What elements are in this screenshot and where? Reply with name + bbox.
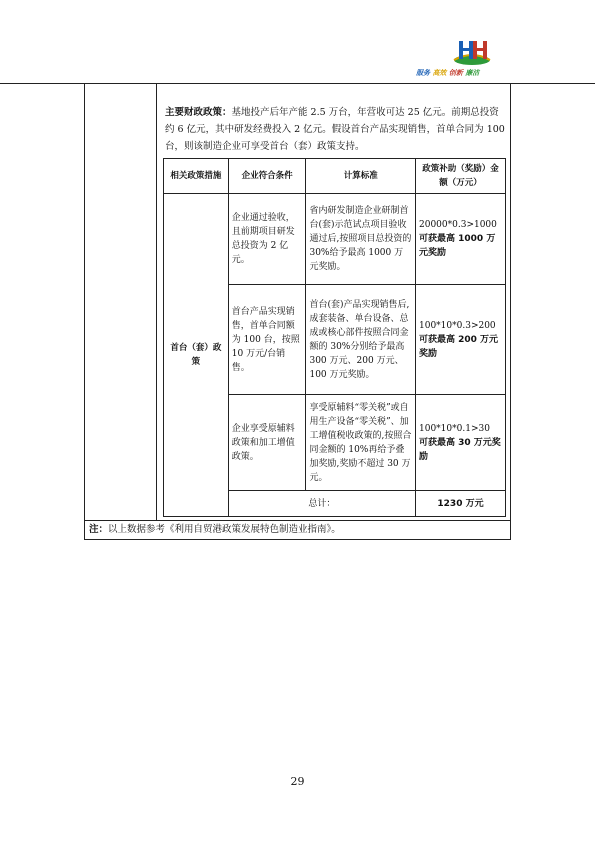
standard-cell: 首台(套)产品实现销售后,成套装备、单台设备、总成或核心部件按照合同金额的 30%分别给予最高 300 万元、200 万元、100 万元奖励。 (306, 285, 416, 395)
award-text: 可获最高 1000 万元奖励 (419, 234, 496, 258)
amount-cell (416, 285, 506, 395)
calc-text: 100*10*0.1>30 (419, 423, 490, 434)
header-measure: 相关政策措施 (164, 159, 229, 194)
policy-paragraph (165, 104, 505, 155)
logo-mark-icon (452, 38, 492, 68)
total-label: 总计： (228, 491, 415, 517)
header-standard: 计算标准 (306, 159, 416, 194)
frame-column-divider (156, 84, 157, 521)
amount-cell (416, 194, 506, 285)
header-condition: 企业符合条件 (228, 159, 306, 194)
award-text: 可获最高 200 万元奖励 (419, 334, 499, 359)
policy-heading: 主要财政政策： (165, 107, 232, 118)
table-header-row (164, 159, 506, 194)
total-value: 1230 万元 (416, 491, 506, 517)
table-row (164, 194, 506, 285)
measure-cell: 首台（套）政策 (164, 194, 229, 517)
header-amount: 政策补助（奖励）金额（万元） (416, 159, 506, 194)
condition-cell: 首台产品实现销售，首单合同额为 100 台，按照 10 万元/台销售。 (228, 285, 306, 395)
amount-cell (416, 395, 506, 491)
note-label: 注： (89, 524, 109, 535)
standard-cell: 省内研发制造企业研制首台(套)示范试点项目验收通过后,按照项目总投资的 30%给予最高 1000 万元奖励。 (306, 194, 416, 285)
standard-cell: 享受原辅料“零关税”或自用生产设备“零关税”、加工增值税收政策的,按照合同金额的 10%再给予叠加奖励,奖励不超过 30 万元。 (306, 395, 416, 491)
award-text: 可获最高 30 万元奖励 (419, 437, 501, 462)
subsidy-table (163, 158, 506, 517)
policy-text: 基地投产后年产能 2.5 万台，年营收可达 25 亿元。前期总投资约 6 亿元，其中研发经费投入 2 亿元。假设首台产品实现销售，首单合同为 100 台，则该制造企业可享受首台（套）政策支持。 (165, 107, 505, 152)
logo-slogan: 服务 高效 创新 廉洁 (416, 69, 480, 77)
logo (412, 38, 522, 82)
page-number: 29 (290, 775, 305, 788)
note-row (84, 521, 511, 540)
note-text: 以上数据参考《利用自贸港政策发展特色制造业指南》。 (108, 524, 341, 535)
condition-cell: 企业享受原辅料政策和加工增值政策。 (228, 395, 306, 491)
calc-text: 20000*0.3>1000 (419, 220, 497, 230)
calc-text: 100*10*0.3>200 (419, 320, 496, 331)
condition-cell: 企业通过验收，且前期项目研发总投资为 2 亿元。 (228, 194, 306, 285)
